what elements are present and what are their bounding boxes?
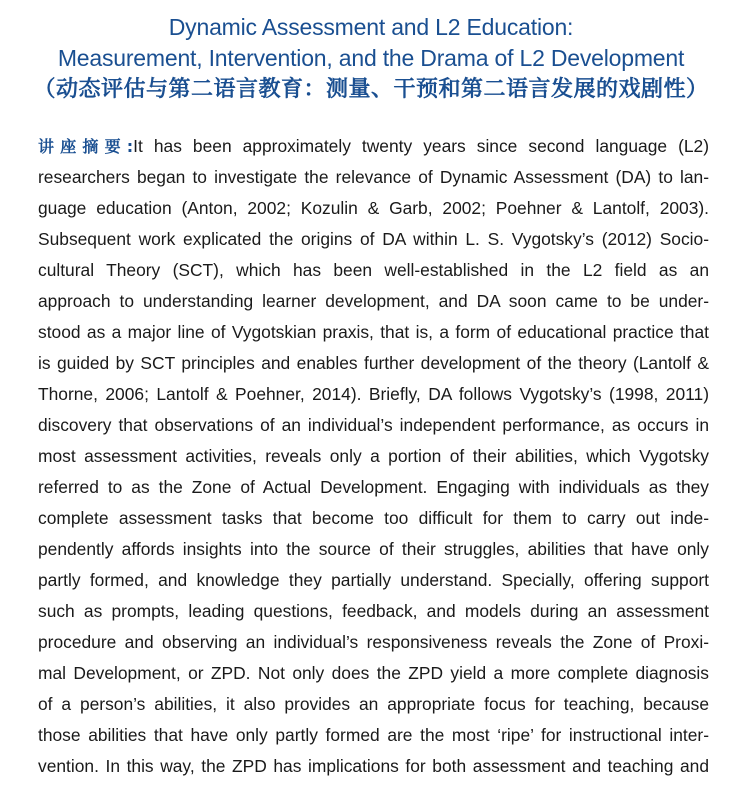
abstract-line: of a person’s abilities, it also provides an appropriate focus for teaching, because — [38, 694, 709, 714]
abstract-line: most assessment activities, reveals only a portion of their abilities, which Vygotsky — [38, 446, 709, 466]
abstract-line: discovery that observations of an individual’s independent performance, as occurs in — [38, 415, 709, 435]
abstract-line: researchers began to investigate the relevance of Dynamic Assessment (DA) to lan- — [38, 167, 709, 187]
title-chinese: （动态评估与第二语言教育：测量、干预和第二语言发展的戏剧性） — [33, 77, 709, 102]
abstract-line: cultural Theory (SCT), which has been well-established in the L2 field as an — [38, 260, 709, 280]
abstract-line: referred to as the Zone of Actual Development. Engaging with individuals as they — [38, 477, 709, 497]
abstract-body — [38, 131, 709, 782]
title-line-2: Measurement, Intervention, and the Drama of L2 Development — [57, 45, 685, 71]
abstract-line: mal Development, or ZPD. Not only does the ZPD yield a more complete diagnosis — [38, 663, 709, 683]
abstract-line: guage education (Anton, 2002; Kozulin & Garb, 2002; Poehner & Lantolf, 2003). — [38, 198, 709, 218]
abstract-line: vention. In this way, the ZPD has implications for both assessment and teaching and — [38, 756, 709, 776]
abstract-line: is guided by SCT principles and enables further development of the theory (Lantolf & — [38, 353, 709, 373]
abstract-line: procedure and observing an individual’s responsiveness reveals the Zone of Proxi- — [38, 632, 709, 652]
title-line-1: Dynamic Assessment and L2 Education: — [168, 14, 574, 40]
abstract-line: such as prompts, leading questions, feedback, and models during an assessment — [38, 601, 709, 621]
abstract-label: 讲座摘要: — [38, 137, 134, 156]
abstract-line: stood as a major line of Vygotskian praxis, that is, a form of educational practice that — [38, 322, 709, 342]
abstract-line: pendently affords insights into the source of their struggles, abilities that have only — [38, 539, 709, 559]
abstract-line: Thorne, 2006; Lantolf & Poehner, 2014). Briefly, DA follows Vygotsky’s (1998, 2011) — [38, 384, 709, 404]
abstract-line: those abilities that have only partly formed are the most ‘ripe’ for instructional inter- — [38, 725, 709, 745]
abstract-line: partly formed, and knowledge they partially understand. Specially, offering support — [38, 570, 709, 590]
document-title — [0, 12, 742, 105]
abstract-line: complete assessment tasks that become too difficult for them to carry out inde- — [38, 508, 709, 528]
abstract-line: 讲座摘要:It has been approximately twenty years since second language (L2) — [38, 136, 709, 156]
abstract-line: approach to understanding learner development, and DA soon came to be under- — [38, 291, 709, 311]
abstract-line: Subsequent work explicated the origins of DA within L. S. Vygotsky’s (2012) Socio- — [38, 229, 709, 249]
